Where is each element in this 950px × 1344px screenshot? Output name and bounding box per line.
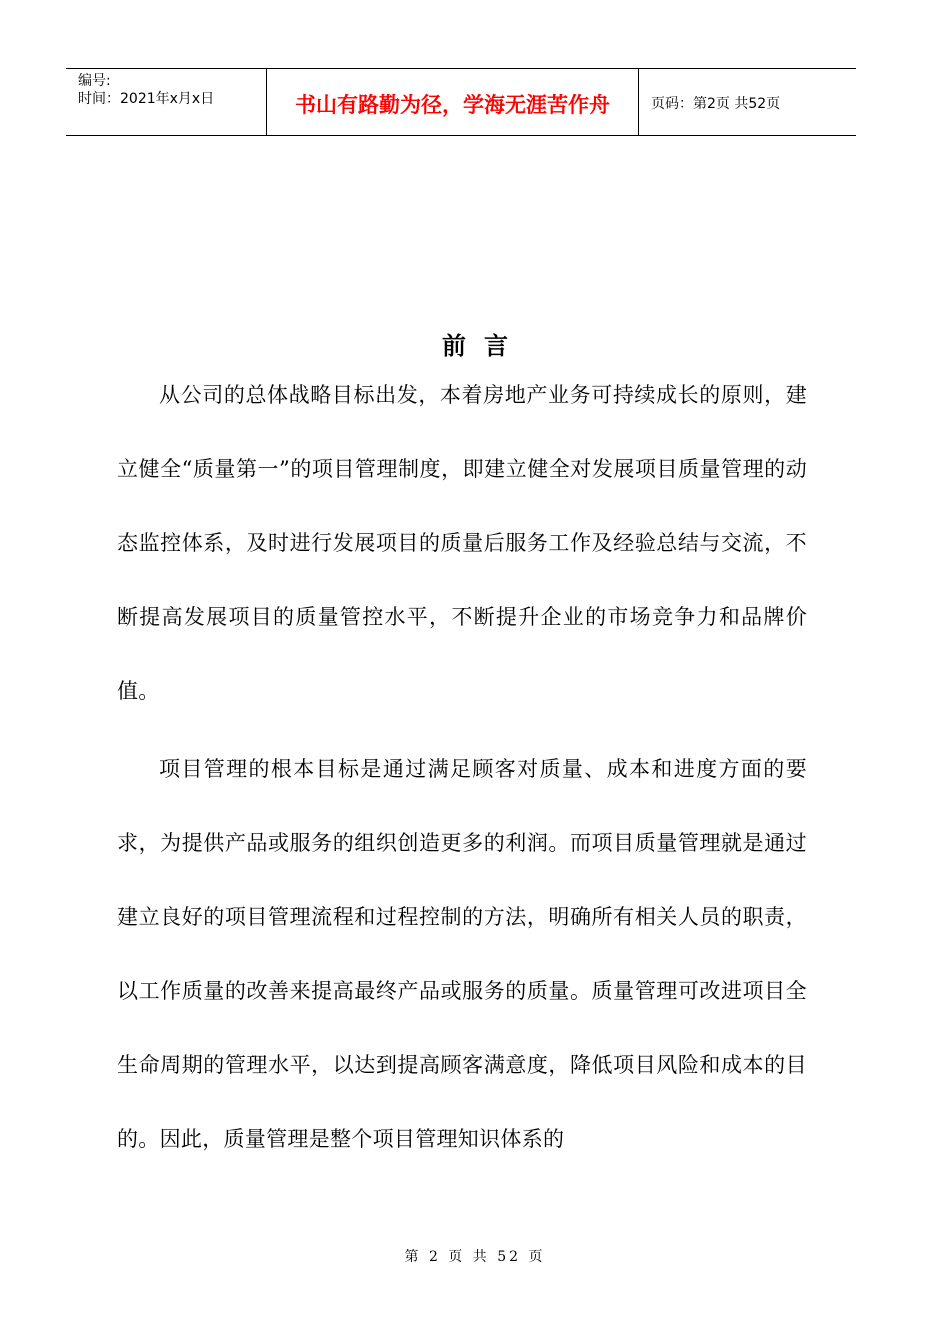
- serial-label: 编号:: [78, 73, 111, 89]
- time-line: 时间：2021年x月x日: [78, 91, 215, 107]
- paragraph-2: 项目管理的根本目标是通过满足顾客对质量、成本和进度方面的要求，为提供产品或服务的组织创造更多的利润。而项目质量管理就是通过建立良好的项目管理流程和过程控制的方法，明确所有相关人员的职责，以工作质量的改善来提高最终产品或服务的质量。质量管理可改进项目全生命周期的管理水平，以达到提高顾客满意度，降低项目风险和成本的目的。因此，质量管理是整个项目管理知识体系的: [117, 757, 807, 1151]
- header-table: [66, 68, 856, 136]
- header-page-info: 页码：第2页 共52页: [651, 96, 781, 112]
- document-title: 前言: [442, 332, 526, 360]
- footer-page-number: 第 2 页 共 52 页: [404, 1249, 546, 1265]
- paragraph-1: 从公司的总体战略目标出发，本着房地产业务可持续成长的原则，建立健全“质量第一”的项目管理制度，即建立健全对发展项目质量管理的动态监控体系，及时进行发展项目的质量后服务工作及经验总结与交流，不断提高发展项目的质量管控水平，不断提升企业的市场竞争力和品牌价值。: [117, 383, 807, 703]
- header-meta: [66, 69, 267, 135]
- header-motto: 书山有路勤为径，学海无涯苦作舟: [267, 69, 639, 135]
